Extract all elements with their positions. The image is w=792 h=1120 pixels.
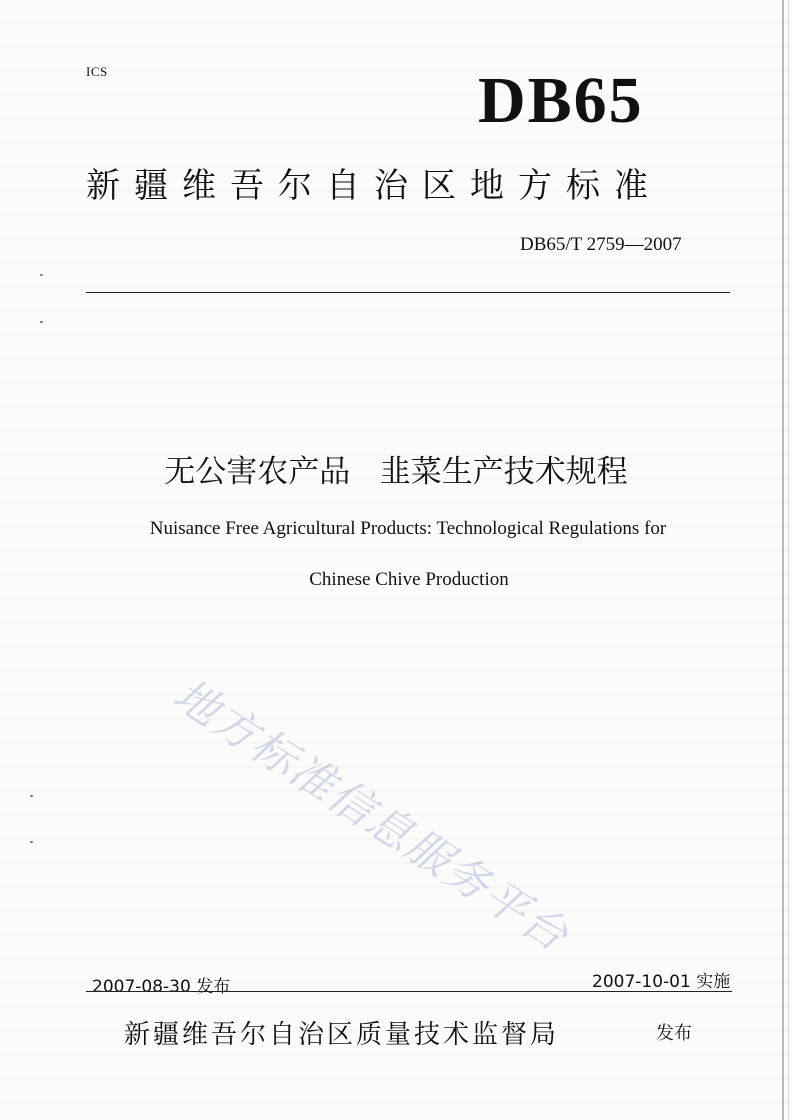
scan-speck — [40, 321, 43, 323]
issuer-action: 发布 — [656, 1023, 692, 1044]
page-edge-shadow-inner — [788, 0, 789, 1120]
title-english-line1: Nuisance Free Agricultural Products: Technological Regulations for — [149, 518, 667, 539]
watermark: 地方标准信息服务平台 — [164, 669, 578, 963]
footer-divider — [86, 991, 732, 992]
title-english-line2: Chinese Chive Production — [309, 569, 509, 590]
header-divider — [86, 292, 730, 293]
scan-speck — [30, 795, 33, 797]
standard-number: DB65/T 2759—2007 — [520, 234, 682, 255]
implementation-date: 2007-10-01 实施 — [592, 972, 731, 992]
issuer: 新疆维吾尔自治区质量技术监督局 — [124, 1020, 560, 1050]
db-code: DB65 — [478, 64, 644, 137]
scan-speck — [40, 274, 43, 276]
title-chinese: 无公害农产品 韭菜生产技术规程 — [164, 454, 628, 490]
page-edge-shadow — [782, 0, 784, 1120]
standard-type: 新疆维吾尔自治区地方标准 — [86, 166, 662, 206]
ics-label: ICS — [86, 64, 108, 79]
scan-speck — [30, 841, 33, 843]
issue-date: 2007-08-30 发布 — [92, 977, 231, 997]
